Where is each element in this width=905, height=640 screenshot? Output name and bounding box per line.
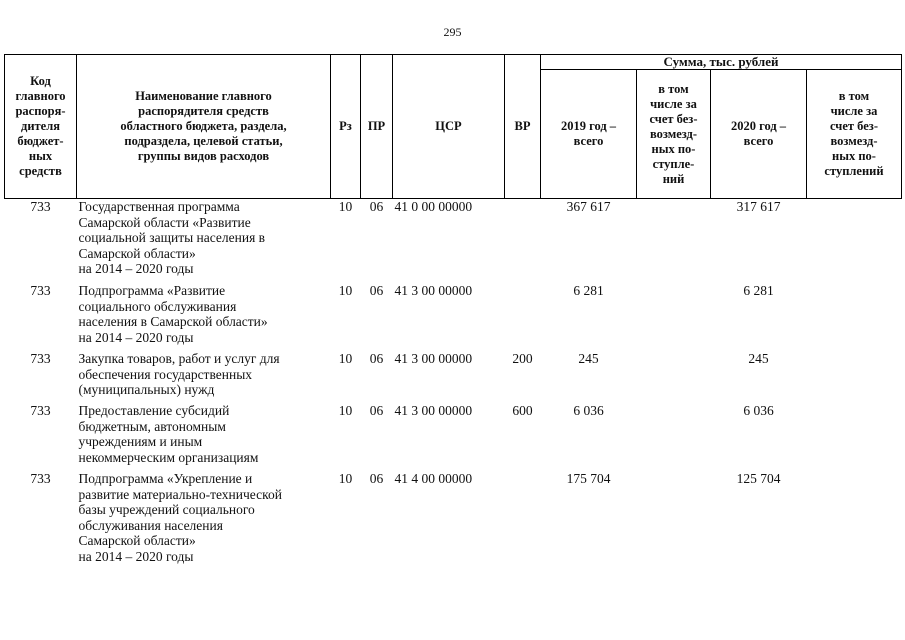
header-rz: Рз: [331, 55, 361, 199]
cell-rz: 10: [338, 283, 353, 298]
cell-pr: 06: [369, 403, 384, 418]
header-sum-group: Сумма, тыс. рублей: [541, 55, 902, 70]
cell-csr: 41 3 00 00000: [394, 283, 473, 298]
cell-2020-gratis: [807, 403, 902, 471]
cell-vr: [505, 199, 541, 284]
cell-csr: 41 3 00 00000: [394, 351, 473, 366]
cell-2019-gratis: [637, 351, 711, 403]
cell-2020-gratis: [807, 351, 902, 403]
cell-2020-gratis: [807, 283, 902, 351]
cell-csr: 41 4 00 00000: [394, 471, 473, 486]
header-code: Код главного распоря- дителя бюджет- ных средств: [5, 55, 77, 199]
cell-2020-total: 317 617: [736, 199, 781, 214]
cell-2019-gratis: [637, 403, 711, 471]
table-row: [5, 199, 902, 284]
cell-name: Государственная программа Самарской области «Развитие социальной защиты населения в Самарской области» на 2014 – 2020 годы: [78, 199, 266, 276]
cell-code: 733: [30, 199, 51, 214]
cell-rz: 10: [338, 199, 353, 214]
cell-pr: 06: [369, 199, 384, 214]
cell-2020-gratis: [807, 471, 902, 571]
header-2019-gratis: в том числе за счет без- возмезд- ных по- ступле- ний: [637, 70, 711, 199]
header-pr: ПР: [361, 55, 393, 199]
cell-name: Подпрограмма «Развитие социального обслуживания населения в Самарской области» на 2014 – 2020 годы: [78, 283, 268, 345]
cell-code: 733: [30, 471, 51, 486]
cell-2019-gratis: [637, 471, 711, 571]
cell-name: Подпрограмма «Укрепление и развитие материально-технической базы учреждений социального обслуживания населения Самарской области» на 2014 – 2020 годы: [78, 471, 282, 564]
header-2019-total: 2019 год – всего: [541, 70, 637, 199]
header-csr: ЦСР: [393, 55, 505, 199]
cell-pr: 06: [369, 283, 384, 298]
cell-2019-total: 6 036: [573, 403, 604, 418]
budget-table: [4, 54, 902, 571]
header-name: Наименование главного распорядителя средств областного бюджета, раздела, подраздела, целевой статьи, группы видов расходов: [77, 55, 331, 199]
cell-2019-total: 6 281: [573, 283, 604, 298]
cell-2020-total: 6 036: [743, 403, 774, 418]
table-row: [5, 471, 902, 571]
cell-2020-total: 6 281: [743, 283, 774, 298]
cell-vr: [505, 471, 541, 571]
cell-2020-gratis: [807, 199, 902, 284]
header-row-top: [5, 55, 902, 70]
cell-vr: 200: [512, 351, 533, 366]
cell-vr: 600: [512, 403, 533, 418]
cell-2019-total: 245: [578, 351, 599, 366]
cell-2019-gratis: [637, 199, 711, 284]
header-2020-gratis: в том числе за счет без- возмезд- ных по- ступлений: [807, 70, 902, 199]
cell-2019-gratis: [637, 283, 711, 351]
cell-2020-total: 125 704: [736, 471, 781, 486]
cell-rz: 10: [338, 471, 353, 486]
cell-csr: 41 3 00 00000: [394, 403, 473, 418]
table-row: [5, 283, 902, 351]
cell-2020-total: 245: [748, 351, 769, 366]
header-2020-total: 2020 год – всего: [711, 70, 807, 199]
table-row: [5, 351, 902, 403]
cell-vr: [505, 283, 541, 351]
cell-csr: 41 0 00 00000: [394, 199, 473, 214]
cell-2019-total: 175 704: [566, 471, 611, 486]
cell-name: Закупка товаров, работ и услуг для обеспечения государственных (муниципальных) нужд: [78, 351, 280, 397]
table-row: [5, 403, 902, 471]
cell-code: 733: [30, 403, 51, 418]
cell-pr: 06: [369, 471, 384, 486]
cell-code: 733: [30, 283, 51, 298]
page-number: 295: [443, 25, 462, 39]
cell-code: 733: [30, 351, 51, 366]
cell-rz: 10: [338, 351, 353, 366]
cell-pr: 06: [369, 351, 384, 366]
header-vr: ВР: [505, 55, 541, 199]
cell-2019-total: 367 617: [566, 199, 611, 214]
cell-rz: 10: [338, 403, 353, 418]
cell-name: Предоставление субсидий бюджетным, автономным учреждениям и иным некоммерческим организациям: [78, 403, 259, 465]
